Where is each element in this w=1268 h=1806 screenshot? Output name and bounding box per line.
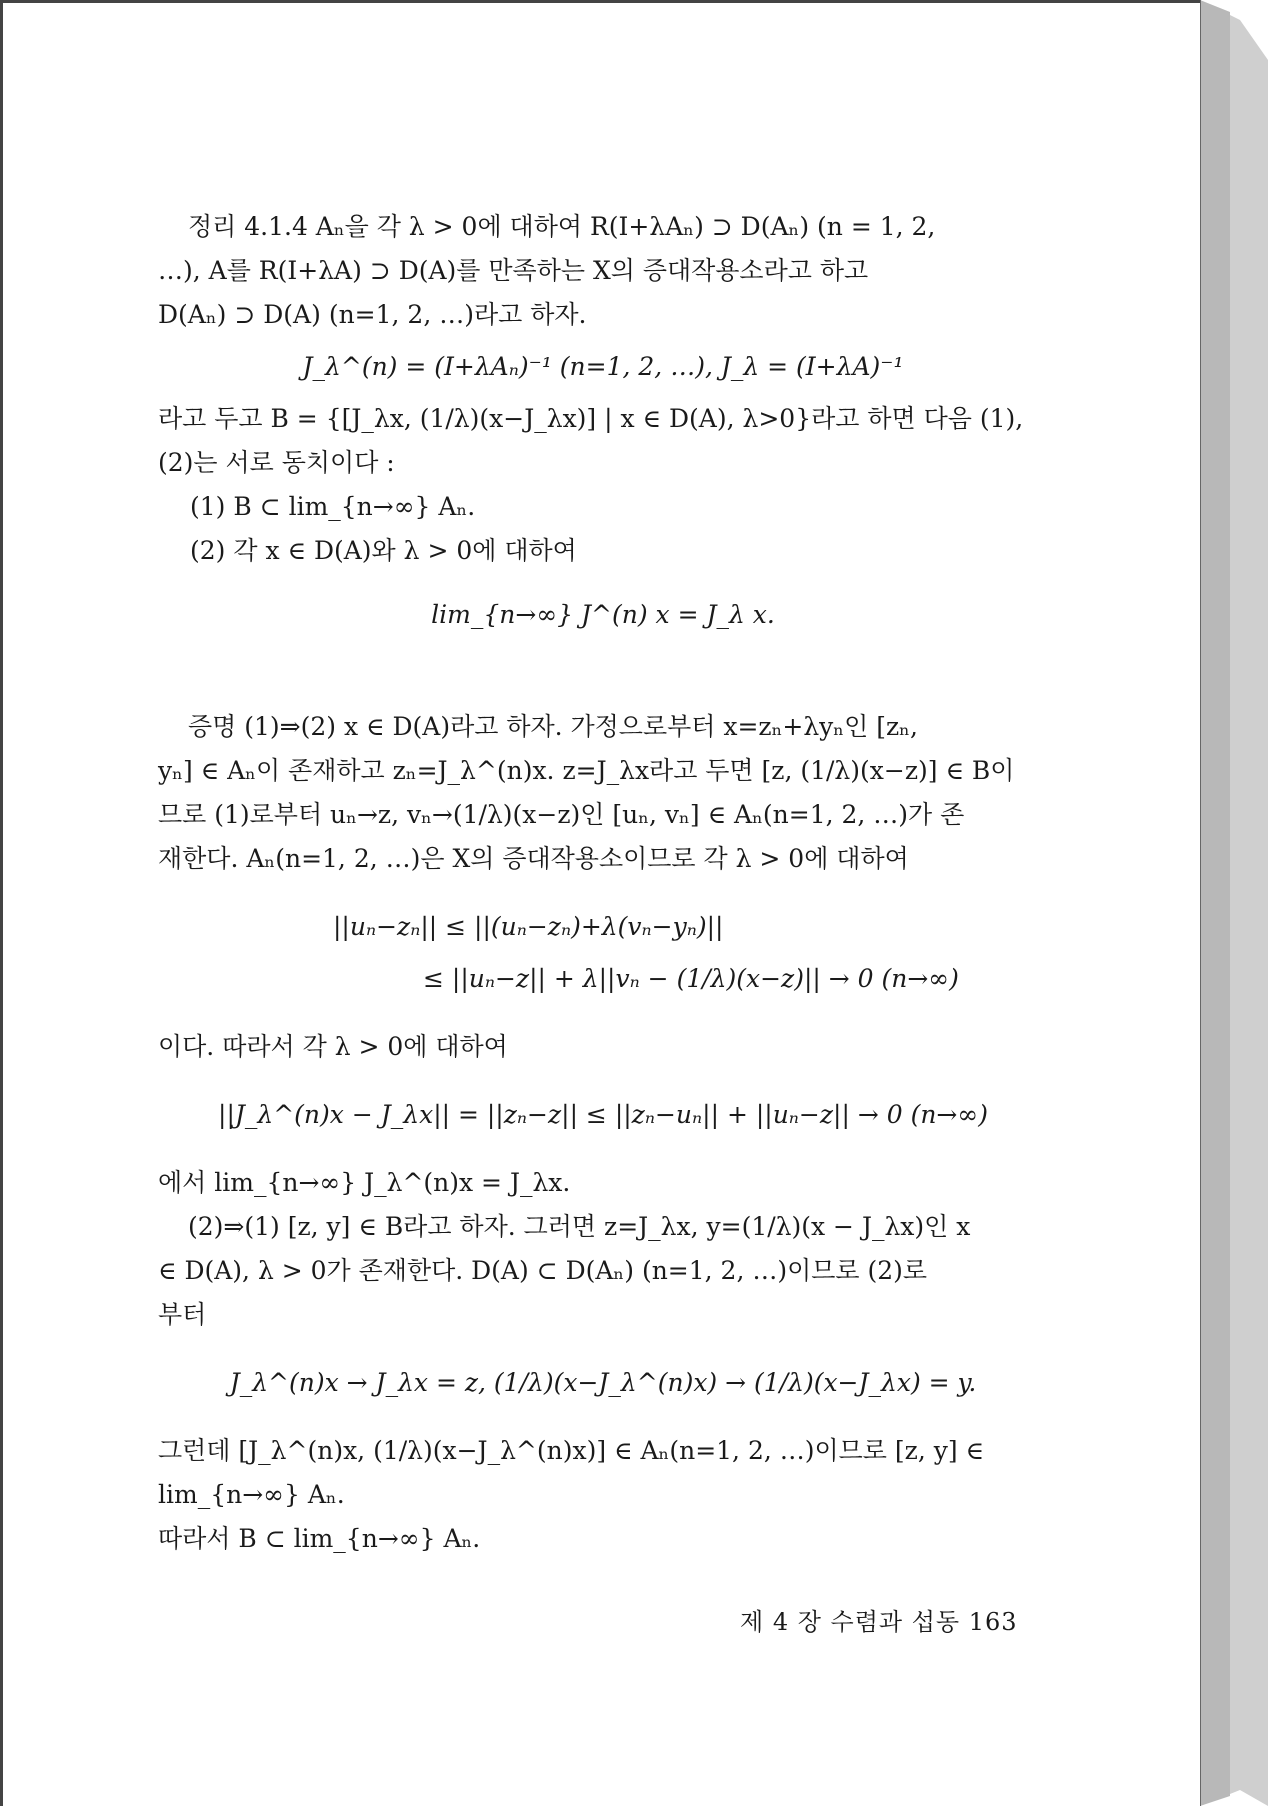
resolvent-equation: J_λ^(n) = (I+λAₙ)⁻¹ (n=1, 2, …), J_λ = (I+λA)⁻¹: [302, 352, 904, 381]
proof-line-4: 재한다. Aₙ(n=1, 2, …)은 X의 증대작용소이므로 각 λ > 0에 대하여: [158, 844, 909, 873]
theorem-line-4: 라고 두고 B = {[J_λx, (1/λ)(x−J_λx)] | x ∈ D(A), λ>0}라고 하면 다음 (1),: [158, 404, 1024, 433]
condition-1: (1) B ⊂ lim_{n→∞} Aₙ.: [190, 492, 476, 521]
proof-line-5: 이다. 따라서 각 λ > 0에 대하여: [158, 1032, 508, 1061]
limit-equation: lim_{n→∞} J^(n) x = J_λ x.: [431, 600, 775, 629]
theorem-line-1: 정리 4.1.4 Aₙ을 각 λ > 0에 대하여 R(I+λAₙ) ⊃ D(Aₙ) (n = 1, 2,: [188, 212, 936, 241]
theorem-line-5: (2)는 서로 동치이다 :: [158, 448, 395, 477]
proof-block: [158, 705, 1048, 1561]
theorem-line-2: …), A를 R(I+λA) ⊃ D(A)를 만족하는 X의 증대작용소라고 하고: [158, 256, 869, 285]
proof-line-9: 부터: [158, 1300, 207, 1329]
proof-line-6: 에서 lim_{n→∞} J_λ^(n)x = J_λx.: [158, 1168, 571, 1197]
page-footer: 제 4 장 수렴과 섭동 163: [740, 1608, 1018, 1636]
proof-line-8: ∈ D(A), λ > 0가 존재한다. D(A) ⊂ D(Aₙ) (n=1, 2, …)이므로 (2)로: [158, 1256, 928, 1285]
proof-line-7: (2)⇒(1) [z, y] ∈ B라고 하자. 그러면 z=J_λx, y=(1/λ)(x − J_λx)인 x: [188, 1212, 971, 1241]
inequality-2: ≤ ||uₙ−z|| + λ||vₙ − (1/λ)(x−z)|| → 0 (n→∞): [423, 964, 959, 993]
proof-line-1: 증명 (1)⇒(2) x ∈ D(A)라고 하자. 가정으로부터 x=zₙ+λyₙ인 [zₙ,: [188, 712, 918, 741]
theorem-line-3: D(Aₙ) ⊃ D(A) (n=1, 2, …)라고 하자.: [158, 300, 587, 329]
proof-line-3: 므로 (1)로부터 uₙ→z, vₙ→(1/λ)(x−z)인 [uₙ, vₙ] ∈ Aₙ(n=1, 2, …)가 존: [158, 800, 965, 829]
proof-line-10: 그런데 [J_λ^(n)x, (1/λ)(x−J_λ^(n)x)] ∈ Aₙ(n=1, 2, …)이므로 [z, y] ∈ lim_{n→∞} Aₙ.: [158, 1436, 985, 1509]
page-fold-edge: [1200, 0, 1268, 1806]
page-content: [158, 205, 1048, 1561]
inequality-1: ||uₙ−zₙ|| ≤ ||(uₙ−zₙ)+λ(vₙ−yₙ)||: [333, 912, 724, 941]
inequality-3: ||J_λ^(n)x − J_λx|| = ||zₙ−z|| ≤ ||zₙ−uₙ|| + ||uₙ−z|| → 0 (n→∞): [218, 1100, 988, 1129]
condition-2: (2) 각 x ∈ D(A)와 λ > 0에 대하여: [190, 536, 577, 565]
convergence-equation: J_λ^(n)x → J_λx = z, (1/λ)(x−J_λ^(n)x) → (1/λ)(x−J_λx) = y.: [229, 1368, 977, 1397]
proof-line-11: 따라서 B ⊂ lim_{n→∞} Aₙ.: [158, 1524, 481, 1553]
theorem-block: [158, 205, 1048, 637]
proof-line-2: yₙ] ∈ Aₙ이 존재하고 zₙ=J_λ^(n)x. z=J_λx라고 두면 [z, (1/λ)(x−z)] ∈ B이: [158, 756, 1015, 785]
